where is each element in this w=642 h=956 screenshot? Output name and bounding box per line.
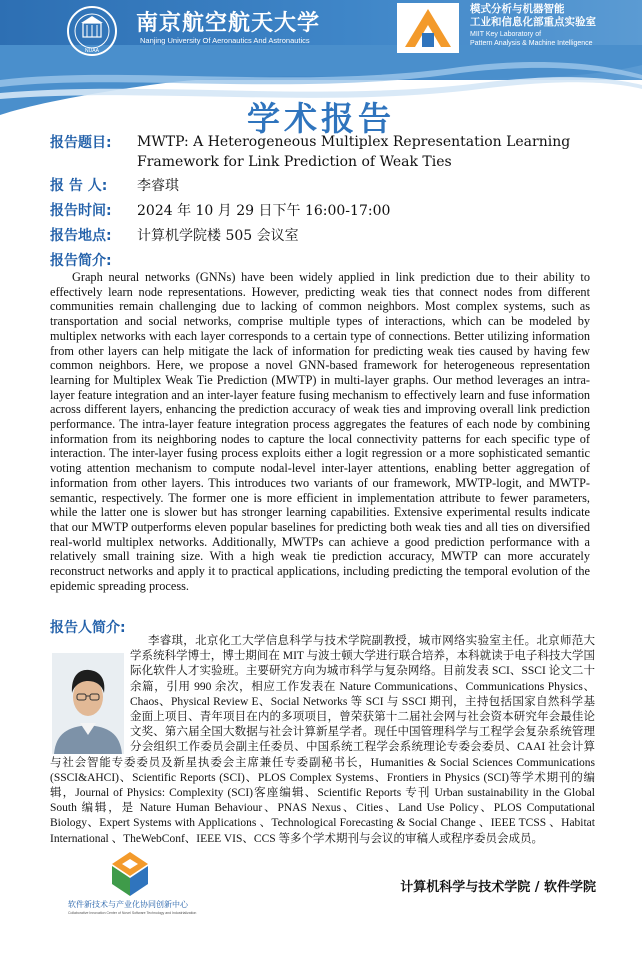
time-value: 2024 年 10 月 29 日下午 16:00-17:00 bbox=[137, 203, 391, 219]
poster-title: 学术报告 bbox=[247, 99, 395, 138]
bio-photo-spacer bbox=[50, 634, 130, 750]
abstract-text: Graph neural networks (GNNs) have been widely applied in link prediction due to their ability to effectively learn node representations. However, predicting weak ties that connect nodes from different communities remain challenging due to lacking of common neighbors. Most complex systems, such as transportation and social networks, comprise multiple types of interactions, which can be modeled by multiplex networks with each layer corresponds to a certain type of connections. Better utilizing information from other layers can help mitigate the lack of information for predicting weak ties caused by having few common neighbors. Here, we propose a novel GNN-based framework for heterogeneous representation learning for Multiplex Weak Tie Prediction (MWTP) in multi-layer graphs. Our method leverages an intra-layer feature integration and an inter-layer feature fusing mechanism to effectively learn and fuse information across different layers, enhancing the prediction accuracy of weak ties and improving overall link prediction performance. The intra-layer feature integration process aggregates the features of each node by combining information from its neighboring nodes to capture the local connectivity patterns for each specific type of interaction. The inter-layer fusing process exploits either a logit regression or a more sophisticated semantic voting attention mechanism to compute nodal-level inter-layer attentions, enabling better aggregation of information from other layers. This introduces two variants of our framework, MWTP-logit, and MWTP-semantic, respectively. The former one is more efficient in implementation attribute to fewer parameters, while the latter one is slower but has stronger learning capabilities. Extensive experimental results indicate that our MWTP outperforms eleven popular baselines for predicting both weak ties and all ties on diversified real-world multiplex networks. Additionally, MWTPs can achieve a good prediction performance with a relatively small training size. With a high weak tie prediction accuracy, MWTP can more accurately reconstruct networks and apply it to practical applications, including predicting the temporal evolution of the epidemic spreading process. bbox=[50, 270, 590, 593]
time-label: 报告时间: bbox=[50, 203, 112, 219]
innovation-center-name: 软件新技术与产业化协同创新中心 bbox=[68, 900, 188, 909]
school-name: 计算机科学与技术学院 / 软件学院 bbox=[400, 880, 596, 895]
speaker-value: 李睿琪 bbox=[137, 178, 179, 194]
innovation-center-subtitle: Collaborative Innovation Center of Novel Software Technology and Industrialization bbox=[68, 911, 197, 915]
bio-text bbox=[50, 634, 595, 847]
bio-label: 报告人简介: bbox=[50, 620, 126, 636]
lab-logo bbox=[397, 3, 459, 53]
topic-label: 报告题目: bbox=[50, 135, 112, 151]
university-name-cn: 南京航空航天大学 bbox=[136, 10, 321, 36]
bio-content: 李睿琪，北京化工大学信息科学与技术学院副教授，城市网络实验室主任。北京师范大学系统科学博士，博士期间在 MIT 与波士顿大学进行联合培养，本科就读于电子科技大学国际化软件人才实验班。主要研究方向为城市科学与复杂网络。目前发表 SCI、SSCI 论文二十余篇，引用 990 余次，相应工作发表在 Nature Communications、Communications Physics、Chaos、Physical Review E、Social Networks 等 SCI 与 SSCI 期刊，主持包括国家自然科学基金面上项目、青年项目在内的多项项目，曾荣获第十二届社会网与社会资本研究年会最佳论文奖、第六届全国大数据与社会计算新星学者。现任中国管理科学与工程学会复杂系统管理分会组织工作委员会副主任委员、中国系统工程学会系统理论专委会委员、CAAI 社会计算与社会智能专委委员及新星执委会主席兼任专委副秘书长，Humanities & Social Sciences Communications (SSCI&AHCI)、Scientific Reports (SCI)、PLOS Complex Systems、Frontiers in Physics (SCI)等学术期刊的编辑，Journal of Physics: Complexity (SCI)客座编辑、Scientific Reports 专刊 Urban sustainability in the Global South 编辑，是 Nature Human Behaviour、PNAS Nexus、Cities、Land Use Policy、PLOS Computational Biology、Expert Systems with Applications 、Technological Forecasting & Social Change 、IEEE TCSS 、Habitat International 、TheWebConf、IEEE VIS、CCS 等多个学术期刊与会议的审稿人或程序委员会成员。 bbox=[50, 635, 595, 845]
place-label: 报告地点: bbox=[50, 228, 112, 244]
nuaa-seal-logo bbox=[66, 5, 118, 57]
abstract-label: 报告简介: bbox=[50, 253, 112, 269]
seal-ring-text: NUAA bbox=[85, 48, 99, 54]
speaker-label: 报 告 人: bbox=[50, 178, 108, 194]
topic-value: MWTP: A Heterogeneous Multiplex Representation Learning Framework for Link Prediction of Weak Ties bbox=[137, 134, 571, 170]
university-name-en: Nanjing University Of Aeronautics And Astronautics bbox=[140, 36, 310, 45]
lab-name-cn: 模式分析与机器智能 工业和信息化部重点实验室 bbox=[470, 3, 596, 28]
lab-name-en: MIIT Key Laboratory of Pattern Analysis & Machine Intelligence bbox=[470, 31, 593, 47]
innovation-center-logo bbox=[106, 850, 154, 898]
place-value: 计算机学院楼 505 会议室 bbox=[137, 228, 299, 244]
